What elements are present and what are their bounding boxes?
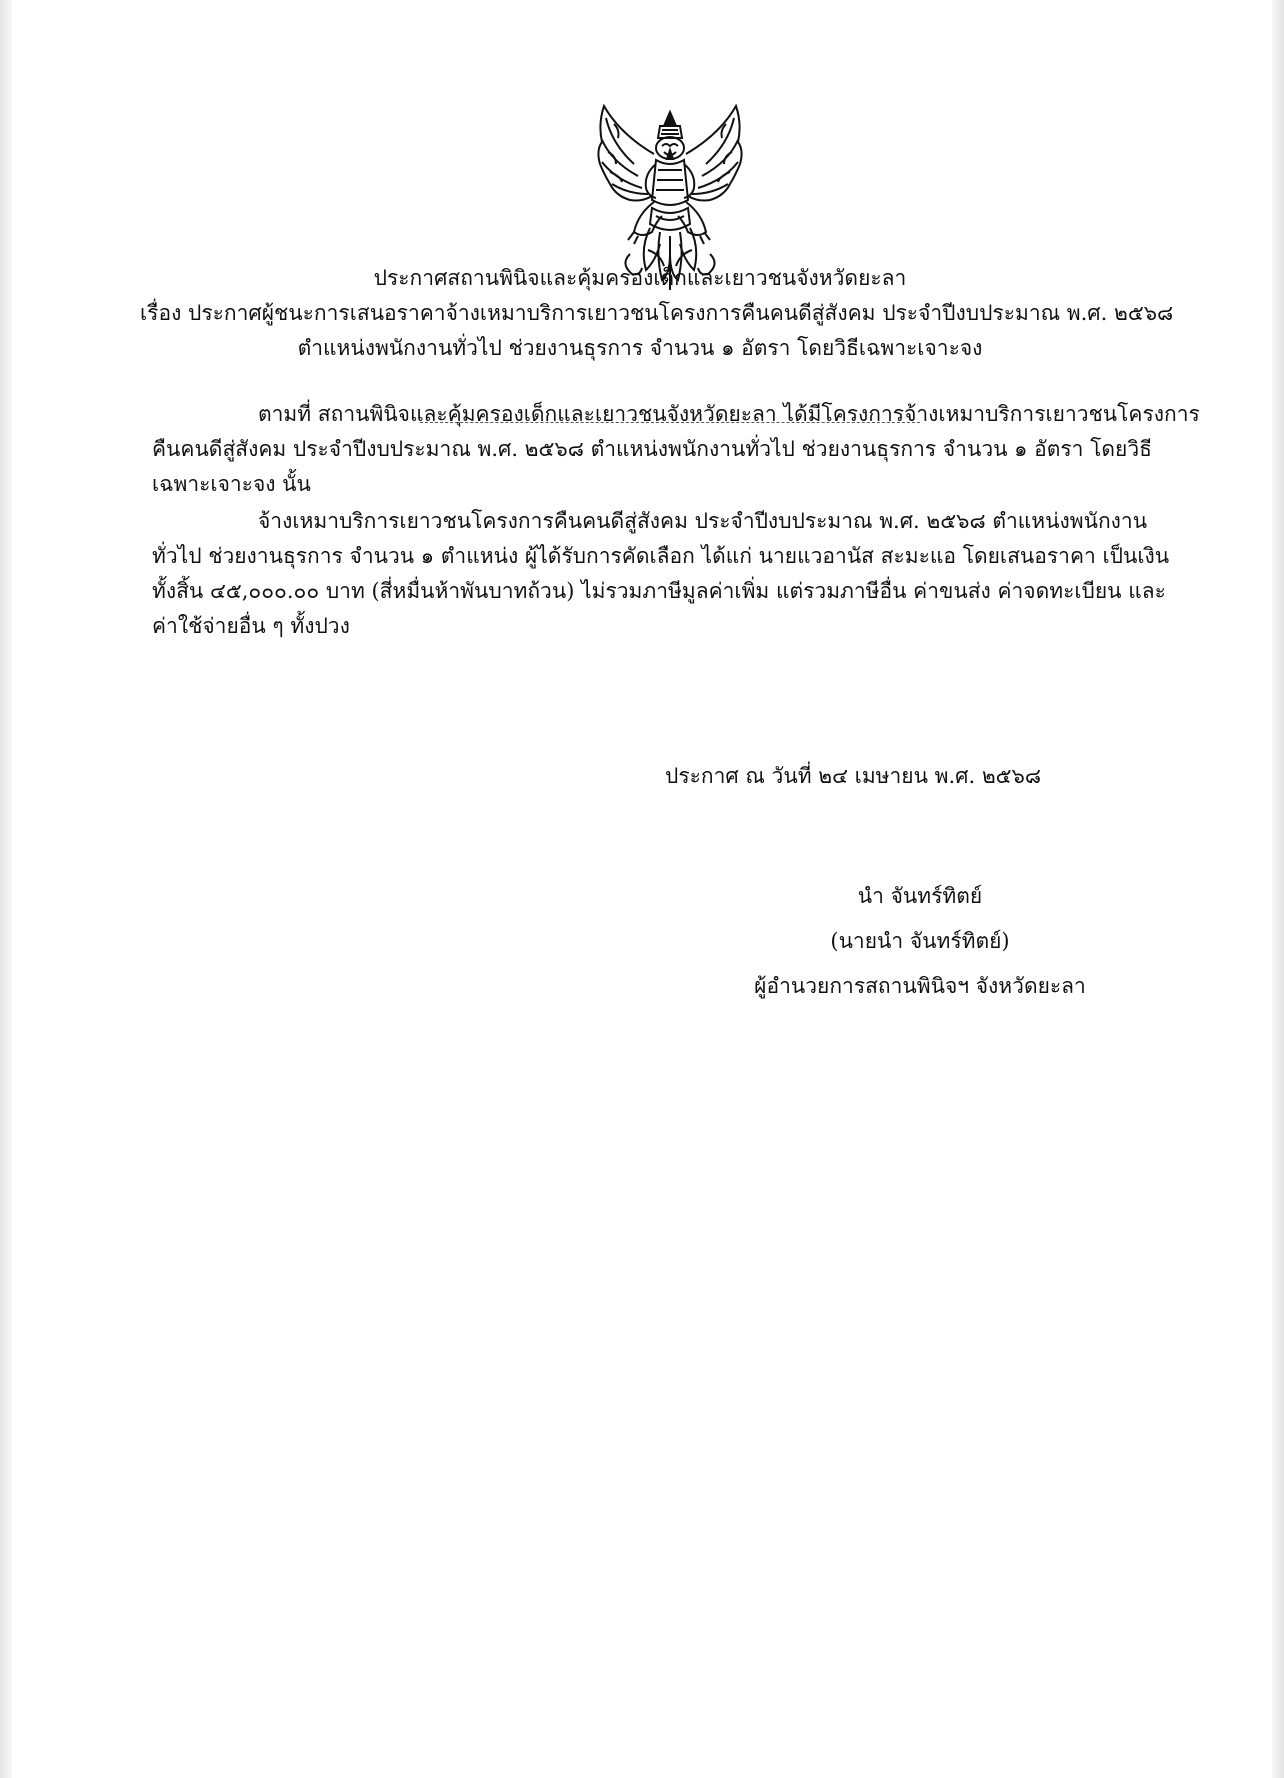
announcement-title: ประกาศสถานพินิจและคุ้มครองเด็กและเยาวชนจังหวัดยะลา (373, 266, 907, 290)
paragraph-1-line-1: ตามที่ สถานพินิจและคุ้มครองเด็กและเยาวชนจังหวัดยะลา ได้มีโครงการจ้างเหมาบริการเยาวชนโครงการ (258, 402, 1200, 426)
announcement-position-line: ตำแหน่งพนักงานทั่วไป ช่วยงานธุรการ จำนวน ๑ อัตรา โดยวิธีเฉพาะเจาะจง (297, 336, 983, 360)
signer-full-name: (นายนำ จันทร์ทิตย์) (830, 929, 1010, 953)
paragraph-1-line-2: คืนคนดีสู่สังคม ประจำปีงบประมาณ พ.ศ. ๒๕๖๘ ตำแหน่งพนักงานทั่วไป ช่วยงานธุรการ จำนวน ๑ อัตรา โดยวิธี (152, 437, 1152, 461)
paragraph-2-line-2: ทั่วไป ช่วยงานธุรการ จำนวน ๑ ตำแหน่ง ผู้ได้รับการคัดเลือก ได้แก่ นายแวอานัส สะมะแอ โดยเสนอราคา เป็นเงิน (152, 544, 1170, 568)
paragraph-2-line-1: จ้างเหมาบริการเยาวชนโครงการคืนคนดีสู่สังคม ประจำปีงบประมาณ พ.ศ. ๒๕๖๘ ตำแหน่งพนักงาน (258, 509, 1148, 533)
paragraph-2-line-4: ค่าใช้จ่ายอื่น ๆ ทั้งปวง (152, 614, 350, 638)
page-edge-right (1272, 0, 1284, 1778)
announcement-date: ประกาศ ณ วันที่ ๒๔ เมษายน พ.ศ. ๒๕๖๘ (665, 764, 1042, 788)
page-edge-left (0, 0, 12, 1778)
signer-signed-name: นำ จันทร์ทิตย์ (857, 884, 983, 908)
paragraph-2-line-3: ทั้งสิ้น ๔๕,๐๐๐.๐๐ บาท (สี่หมื่นห้าพันบาทถ้วน) ไม่รวมภาษีมูลค่าเพิ่ม แต่รวมภาษีอื่น ค่าขนส่ง ค่าจดทะเบียน และ (152, 579, 1166, 603)
signer-position: ผู้อำนวยการสถานพินิจฯ จังหวัดยะลา (754, 974, 1086, 998)
paragraph-1-line-3: เฉพาะเจาะจง นั้น (152, 472, 311, 496)
announcement-subject: เรื่อง ประกาศผู้ชนะการเสนอราคาจ้างเหมาบริการเยาวชนโครงการคืนคนดีสู่สังคม ประจำปีงบประมาณ พ.ศ. ๒๕๖๘ (140, 301, 1174, 325)
